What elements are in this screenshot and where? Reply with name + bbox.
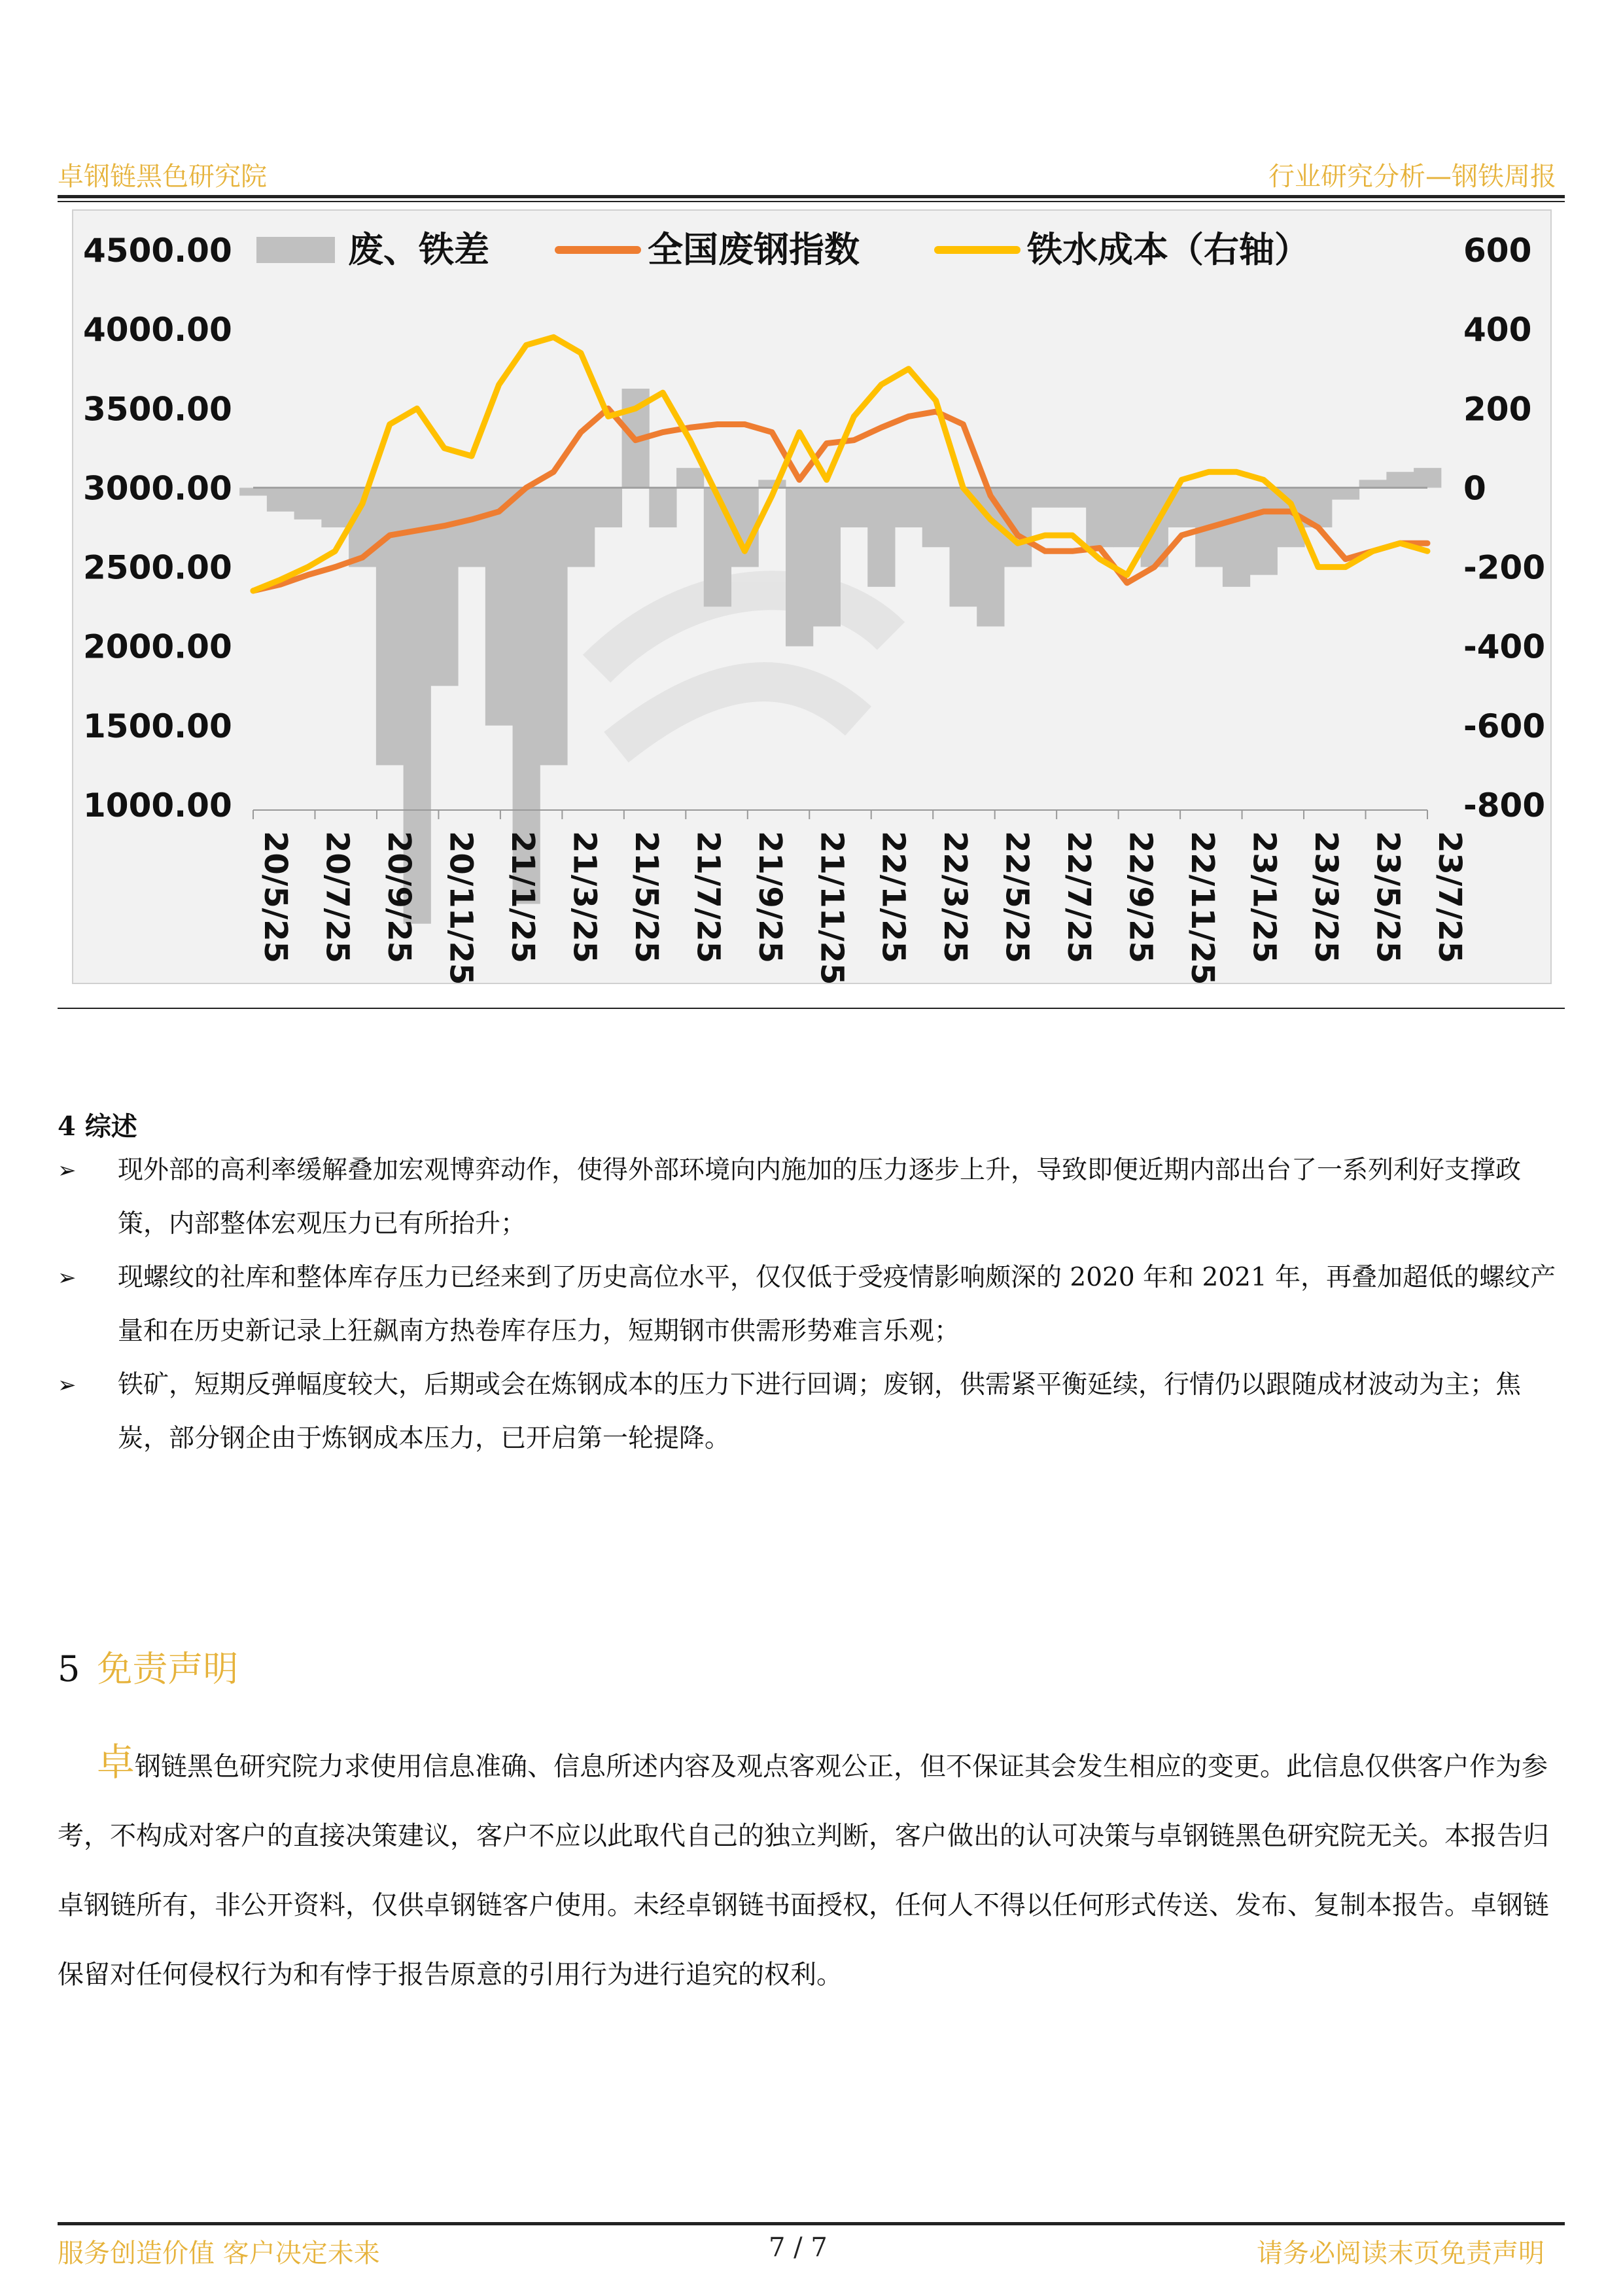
spread-bar	[1004, 487, 1032, 567]
spread-bar	[595, 487, 622, 527]
section-5-number: 5	[58, 1648, 80, 1689]
section-4-title: 4 综述	[58, 1111, 137, 1142]
spread-bar	[1386, 472, 1414, 487]
spread-bar	[1058, 487, 1086, 507]
spread-bar	[949, 487, 977, 607]
spread-bar	[485, 487, 513, 725]
x-axis-tick-label: 23/7/25	[1431, 831, 1468, 964]
x-axis-tick-label: 20/5/25	[257, 831, 294, 964]
watermark-logo	[597, 590, 891, 747]
left-axis-tick-label: 4000.00	[83, 311, 232, 349]
spread-bar	[321, 487, 349, 527]
spread-bar	[1250, 487, 1278, 574]
x-axis-tick-label: 21/11/25	[813, 831, 850, 985]
left-axis-tick-label: 4500.00	[83, 232, 232, 270]
x-axis-tick-label: 20/9/25	[380, 831, 417, 964]
arrow-bullet-icon: ➢	[58, 1265, 77, 1291]
spread-bar	[895, 487, 922, 527]
left-axis-tick-label: 1500.00	[83, 707, 232, 745]
bullet-text: 铁矿，短期反弹幅度较大，后期或会在炼钢成本的压力下进行回调；废钢，供需紧平衡延续，行情仍以跟随成材波动为主；焦炭，部分钢企由于炼钢成本压力，已开启第一轮提降。	[118, 1370, 1522, 1453]
spread-bar	[1032, 487, 1059, 507]
right-axis-tick-label: 400	[1463, 311, 1532, 349]
spread-bar	[1359, 480, 1387, 487]
chart-panel	[72, 209, 1552, 984]
header-rule	[58, 195, 1565, 198]
x-axis-tick-label: 21/9/25	[751, 831, 788, 964]
left-axis-tick-label: 1000.00	[83, 786, 232, 824]
spread-bar	[841, 487, 868, 527]
x-axis-tick-label: 22/9/25	[1122, 831, 1159, 964]
spread-bar	[867, 487, 895, 586]
x-axis-tick-label: 22/11/25	[1184, 831, 1221, 985]
right-axis-tick-label: 0	[1463, 469, 1486, 508]
summary-bullet	[58, 1358, 1565, 1466]
header-rule-thin	[58, 201, 1565, 202]
spread-bar	[1332, 487, 1359, 499]
disclaimer-paragraph	[58, 1727, 1565, 2009]
spread-bar	[758, 480, 786, 487]
x-axis-tick-label: 22/7/25	[1060, 831, 1098, 964]
spread-bar	[1414, 468, 1441, 487]
x-axis-tick-label: 21/3/25	[566, 831, 603, 964]
spread-bar	[786, 487, 813, 646]
x-axis-tick-label: 20/11/25	[442, 831, 480, 985]
chart-svg	[73, 211, 1553, 985]
spread-bar	[704, 487, 731, 607]
x-axis-tick-label: 21/1/25	[504, 831, 541, 964]
x-axis-tick-label: 22/3/25	[937, 831, 974, 964]
x-axis-tick-label: 23/3/25	[1308, 831, 1345, 964]
section-5-title	[58, 1641, 238, 1691]
right-axis-tick-label: 200	[1463, 390, 1532, 429]
x-axis-tick-label: 22/5/25	[998, 831, 1036, 964]
right-axis-tick-label: -800	[1463, 786, 1546, 824]
footer-notice: 请务必阅读末页免责声明	[1257, 2238, 1544, 2269]
section-5-heading: 免责声明	[97, 1648, 239, 1689]
right-axis-tick-label: -600	[1463, 707, 1546, 745]
bullet-text: 现螺纹的社库和整体库存压力已经来到了历史高位水平，仅仅低于受疫情影响颇深的 2020 年和 2021 年，再叠加超低的螺纹产量和在历史新记录上狂飙南方热卷库存压力，短期钢市供需形势难言乐观；	[118, 1263, 1556, 1346]
x-axis-tick-label: 20/7/25	[319, 831, 356, 964]
right-axis-tick-label: -400	[1463, 627, 1546, 666]
spread-bar	[567, 487, 595, 567]
spread-bar	[294, 487, 322, 519]
spread-bar	[239, 487, 267, 495]
x-axis-tick-label: 22/1/25	[875, 831, 912, 964]
spread-bar	[676, 468, 704, 487]
disclaimer-initial: 卓	[97, 1740, 135, 1784]
spread-bar	[1113, 487, 1141, 547]
spread-bar	[267, 487, 294, 511]
spread-bar	[922, 487, 950, 547]
spread-bar	[458, 487, 485, 567]
arrow-bullet-icon: ➢	[58, 1372, 77, 1398]
left-axis-tick-label: 3500.00	[83, 390, 232, 429]
summary-bullets	[58, 1144, 1565, 1466]
header-report-title: 行业研究分析—钢铁周报	[1268, 162, 1556, 192]
right-axis-tick-label: -200	[1463, 548, 1546, 587]
summary-bullet	[58, 1144, 1565, 1251]
legend-label-hot-metal: 铁水成本（右轴）	[1027, 229, 1310, 270]
x-axis-tick-label: 21/7/25	[689, 831, 727, 964]
right-axis-tick-label: 600	[1463, 232, 1532, 270]
spread-bar	[540, 487, 567, 765]
header-org-name: 卓钢链黑色研究院	[58, 162, 267, 192]
spread-bar	[1086, 487, 1113, 547]
spread-bar	[649, 487, 676, 527]
footer-rule	[58, 2222, 1565, 2225]
disclaimer-body: 钢链黑色研究院力求使用信息准确、信息所述内容及观点客观公正，但不保证其会发生相应的变更。此信息仅供客户作为参考，不构成对客户的直接决策建议，客户不应以此取代自己的独立判断，客户做出的认可决策与卓钢链黑色研究院无关。本报告归卓钢链所有，非公开资料，仅供卓钢链客户使用。未经卓钢链书面授权，任何人不得以任何形式传送、发布、复制本报告。卓钢链保留对任何侵权行为和有悖于报告原意的引用行为进行追究的权利。	[58, 1752, 1549, 1990]
spread-bar	[813, 487, 841, 626]
page-number: 7 / 7	[769, 2233, 828, 2263]
spread-bar	[430, 487, 458, 686]
spread-bar	[1223, 487, 1250, 586]
legend-label-spread: 废、铁差	[348, 229, 489, 270]
left-axis-tick-label: 2500.00	[83, 548, 232, 587]
footer-slogan: 服务创造价值 客户决定未来	[58, 2238, 380, 2269]
left-axis-tick-label: 2000.00	[83, 627, 232, 666]
spread-bar	[376, 487, 404, 765]
bullet-text: 现外部的高利率缓解叠加宏观博弈动作，使得外部环境向内施加的压力逐步上升，导致即便近期内部出台了一系列利好支撑政策，内部整体宏观压力已有所抬升；	[118, 1156, 1522, 1239]
legend-swatch-spread	[256, 237, 335, 263]
x-axis-tick-label: 23/1/25	[1246, 831, 1283, 964]
x-axis-tick-label: 23/5/25	[1369, 831, 1406, 964]
x-axis-tick-label: 21/5/25	[627, 831, 665, 964]
legend-label-scrap: 全国废钢指数	[648, 229, 860, 270]
chart-bottom-rule	[58, 1008, 1565, 1009]
left-axis-tick-label: 3000.00	[83, 469, 232, 508]
arrow-bullet-icon: ➢	[58, 1157, 77, 1184]
summary-bullet	[58, 1251, 1565, 1358]
